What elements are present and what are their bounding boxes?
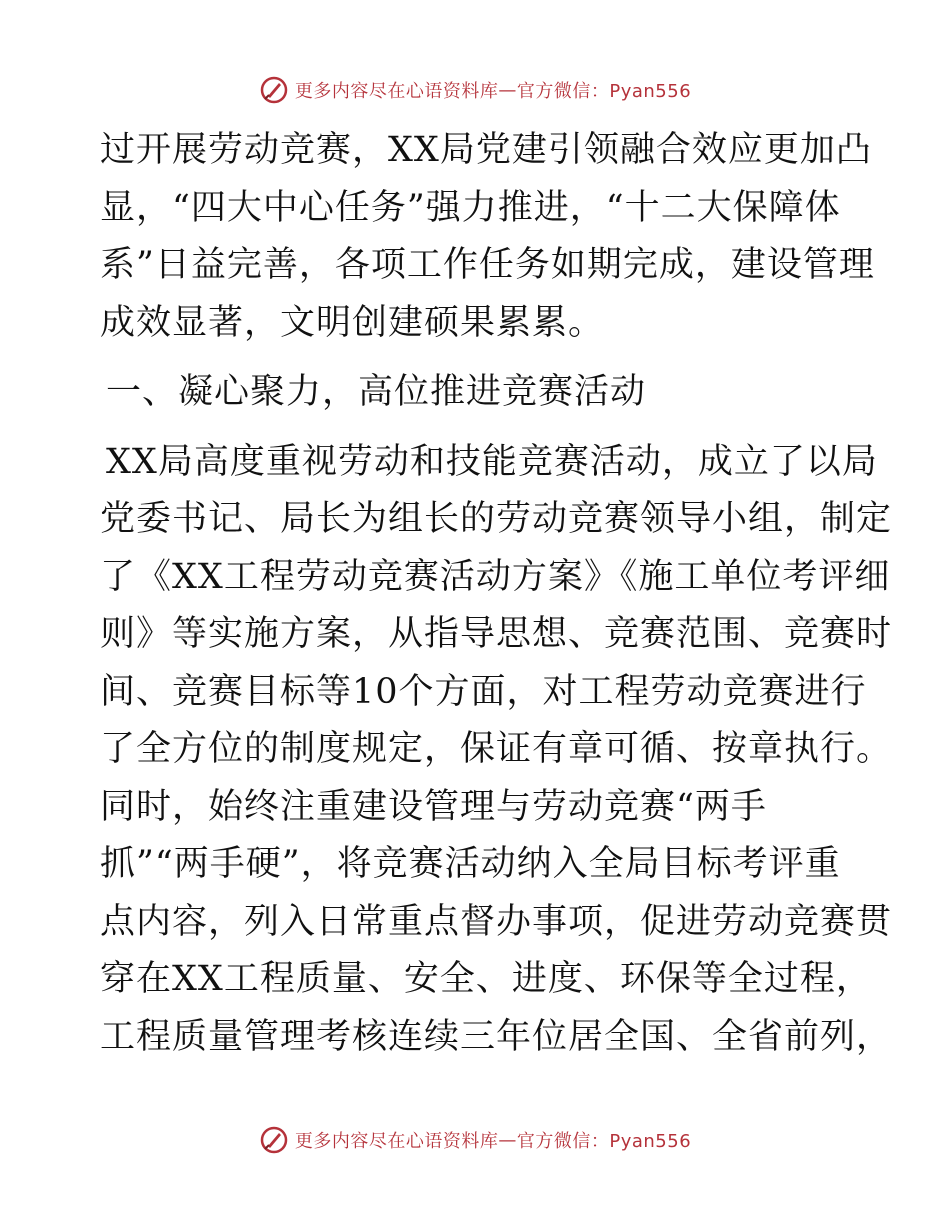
text-line: 工程质量管理考核连续三年位居全国、全省前列， xyxy=(100,1016,893,1057)
text-line: XX局高度重视劳动和技能竞赛活动，成立了以局 xyxy=(106,441,878,482)
watermark-separator: — xyxy=(498,1129,517,1151)
text-line: 了全方位的制度规定，保证有章可循、按章执行。 xyxy=(100,729,893,769)
watermark-footer xyxy=(0,1122,950,1158)
text-line: 了《XX工程劳动竞赛活动方案》《施工单位考评细 xyxy=(100,556,891,597)
quill-logo-icon xyxy=(259,75,289,105)
quill-logo-icon xyxy=(259,1125,289,1155)
watermark-title: 更多内容尽在心语资料库 xyxy=(294,1131,499,1152)
section-heading xyxy=(100,364,870,422)
watermark-official: 官方微信：Pyan556 xyxy=(516,1131,692,1152)
text-line: 系”日益完善，各项工作任务如期完成，建设管理 xyxy=(100,245,875,285)
watermark-separator: — xyxy=(498,79,517,101)
heading-line: 一、凝心聚力，高位推进竞赛活动 xyxy=(106,372,647,412)
watermark-header xyxy=(0,72,950,108)
text-line: 则》等实施方案，从指导思想、竞赛范围、竞赛时 xyxy=(100,614,893,654)
text-line: 点内容，列入日常重点督办事项，促进劳动竞赛贯 xyxy=(100,901,893,942)
text-line: 显，“四大中心任务”强力推进，“十二大保障体 xyxy=(100,187,841,228)
watermark-official: 官方微信：Pyan556 xyxy=(516,81,692,102)
watermark-title: 更多内容尽在心语资料库 xyxy=(294,81,499,102)
paragraph-body xyxy=(100,434,893,1067)
text-line: 成效显著，文明创建硕果累累。 xyxy=(100,302,605,343)
text-line: 穿在XX工程质量、安全、进度、环保等全过程， xyxy=(100,959,872,999)
text-line: 间、竞赛目标等10个方面，对工程劳动竞赛进行 xyxy=(100,671,867,712)
paragraph-intro xyxy=(100,122,875,352)
document-body xyxy=(100,122,893,1066)
text-line: 同时，始终注重建设管理与劳动竞赛“两手 xyxy=(100,786,767,827)
text-line: 抓”“两手硬”，将竞赛活动纳入全局目标考评重 xyxy=(100,844,841,884)
text-line: 过开展劳动竞赛，XX局党建引领融合效应更加凸 xyxy=(100,130,872,170)
text-line: 党委书记、局长为组长的劳动竞赛领导小组，制定 xyxy=(100,499,893,539)
